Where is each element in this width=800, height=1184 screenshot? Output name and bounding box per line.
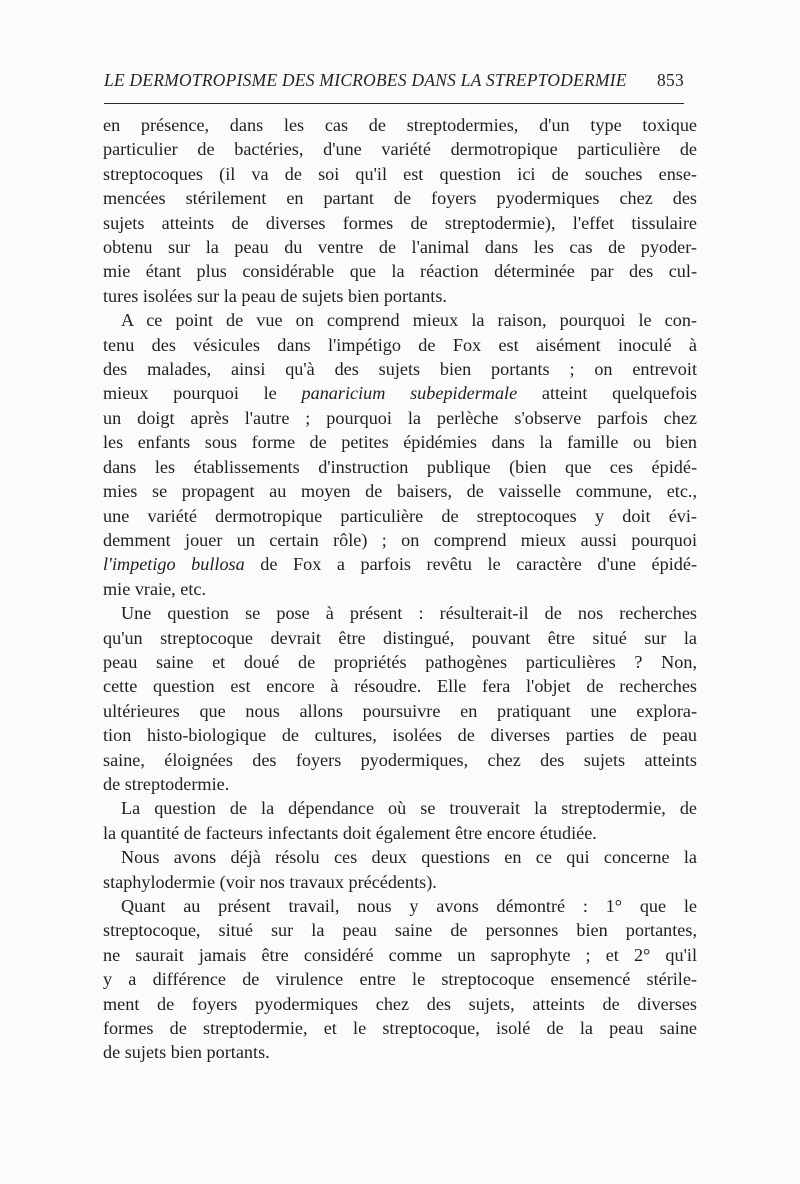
text-line: tenu des vésicules dans l'impétigo de Fox est aisément inoculé à xyxy=(103,334,697,355)
text-line: en présence, dans les cas de streptodermies, d'un type toxique xyxy=(103,115,697,135)
text-line: des malades, ainsi qu'à des sujets bien portants ; on entrevoit xyxy=(103,359,697,380)
text-line: demment jouer un certain rôle) ; on comprend mieux aussi pourquoi xyxy=(103,529,697,550)
text-line: streptocoque, situé sur la peau saine de personnes bien portantes, xyxy=(103,920,697,941)
text-line: peau saine et doué de propriétés pathogènes particulières ? Non, xyxy=(103,651,697,672)
text-line: un doigt après l'autre ; pourquoi la perlèche s'observe parfois chez xyxy=(103,407,697,428)
body-text xyxy=(103,113,697,1065)
text-line: Quant au présent travail, nous y avons démontré : 1° que le xyxy=(121,896,697,916)
text-line: tion histo-biologique de cultures, isolées de diverses parties de peau xyxy=(103,725,697,746)
text-line: Nous avons déjà résolu ces deux questions en ce qui concerne la xyxy=(121,847,697,868)
text-line: l'impetigo bullosa de Fox a parfois revêtu le caractère d'une épidé- xyxy=(103,554,697,575)
text-line: mies se propagent au moyen de baisers, de vaisselle commune, etc., xyxy=(103,481,697,502)
text-line: les enfants sous forme de petites épidémies dans la famille ou bien xyxy=(103,432,697,453)
header-rule xyxy=(104,103,684,104)
text-line: A ce point de vue on comprend mieux la raison, pourquoi le con- xyxy=(121,310,697,331)
text-line: mie vraie, etc. xyxy=(103,578,207,599)
text-line: saine, éloignées des foyers pyodermiques, chez des sujets atteints xyxy=(103,749,697,770)
text-line: qu'un streptocoque devrait être distingué, pouvant être situé sur la xyxy=(103,627,697,648)
text-line: cette question est encore à résoudre. Elle fera l'objet de recherches xyxy=(103,676,697,697)
text-line: tures isolées sur la peau de sujets bien portants. xyxy=(103,285,447,306)
text-line: de sujets bien portants. xyxy=(103,1042,270,1063)
text-line: une variété dermotropique particulière de streptocoques y doit évi- xyxy=(103,505,697,526)
text-line: dans les établissements d'instruction publique (bien que ces épidé- xyxy=(103,456,697,477)
page-number: 853 xyxy=(657,70,684,90)
italic-term: l'impetigo bullosa xyxy=(103,554,245,575)
text-line: ment de foyers pyodermiques chez des sujets, atteints de diverses xyxy=(103,993,697,1014)
text-line: sujets atteints de diverses formes de streptodermie), l'effet tissulaire xyxy=(103,212,697,233)
text-line: la quantité de facteurs infectants doit également être encore étudiée. xyxy=(103,822,597,843)
text-line: mie étant plus considérable que la réaction déterminée par des cul- xyxy=(103,261,697,282)
text-line: obtenu sur la peau du ventre de l'animal dans les cas de pyoder- xyxy=(103,237,697,258)
text-line: Une question se pose à présent : résulterait-il de nos recherches xyxy=(121,603,697,624)
text-line: ne saurait jamais être considéré comme un saprophyte ; et 2° qu'il xyxy=(103,944,697,965)
text-line: particulier de bactéries, d'une variété dermotropique particulière de xyxy=(103,139,697,160)
text-line: y a différence de virulence entre le streptocoque ensemencé stérile- xyxy=(103,969,697,990)
text-line: staphylodermie (voir nos travaux précédents). xyxy=(103,871,437,892)
running-head xyxy=(104,70,684,91)
running-title: LE DERMOTROPISME DES MICROBES DANS LA STREPTODERMIE xyxy=(104,70,627,90)
text-line: La question de la dépendance où se trouverait la streptodermie, de xyxy=(121,798,697,819)
text-line: de streptodermie. xyxy=(103,773,230,794)
italic-term: panaricium subepidermale xyxy=(301,383,518,404)
text-line: mencées stérilement en partant de foyers pyodermiques chez des xyxy=(103,188,697,209)
text-line: streptocoques (il va de soi qu'il est question ici de souches ense- xyxy=(103,163,697,184)
text-line: ultérieures que nous allons poursuivre en pratiquant une explora- xyxy=(103,700,697,721)
text-line: mieux pourquoi le panaricium subepidermale atteint quelquefois xyxy=(103,383,697,404)
text-line: formes de streptodermie, et le streptocoque, isolé de la peau saine xyxy=(103,1018,697,1039)
